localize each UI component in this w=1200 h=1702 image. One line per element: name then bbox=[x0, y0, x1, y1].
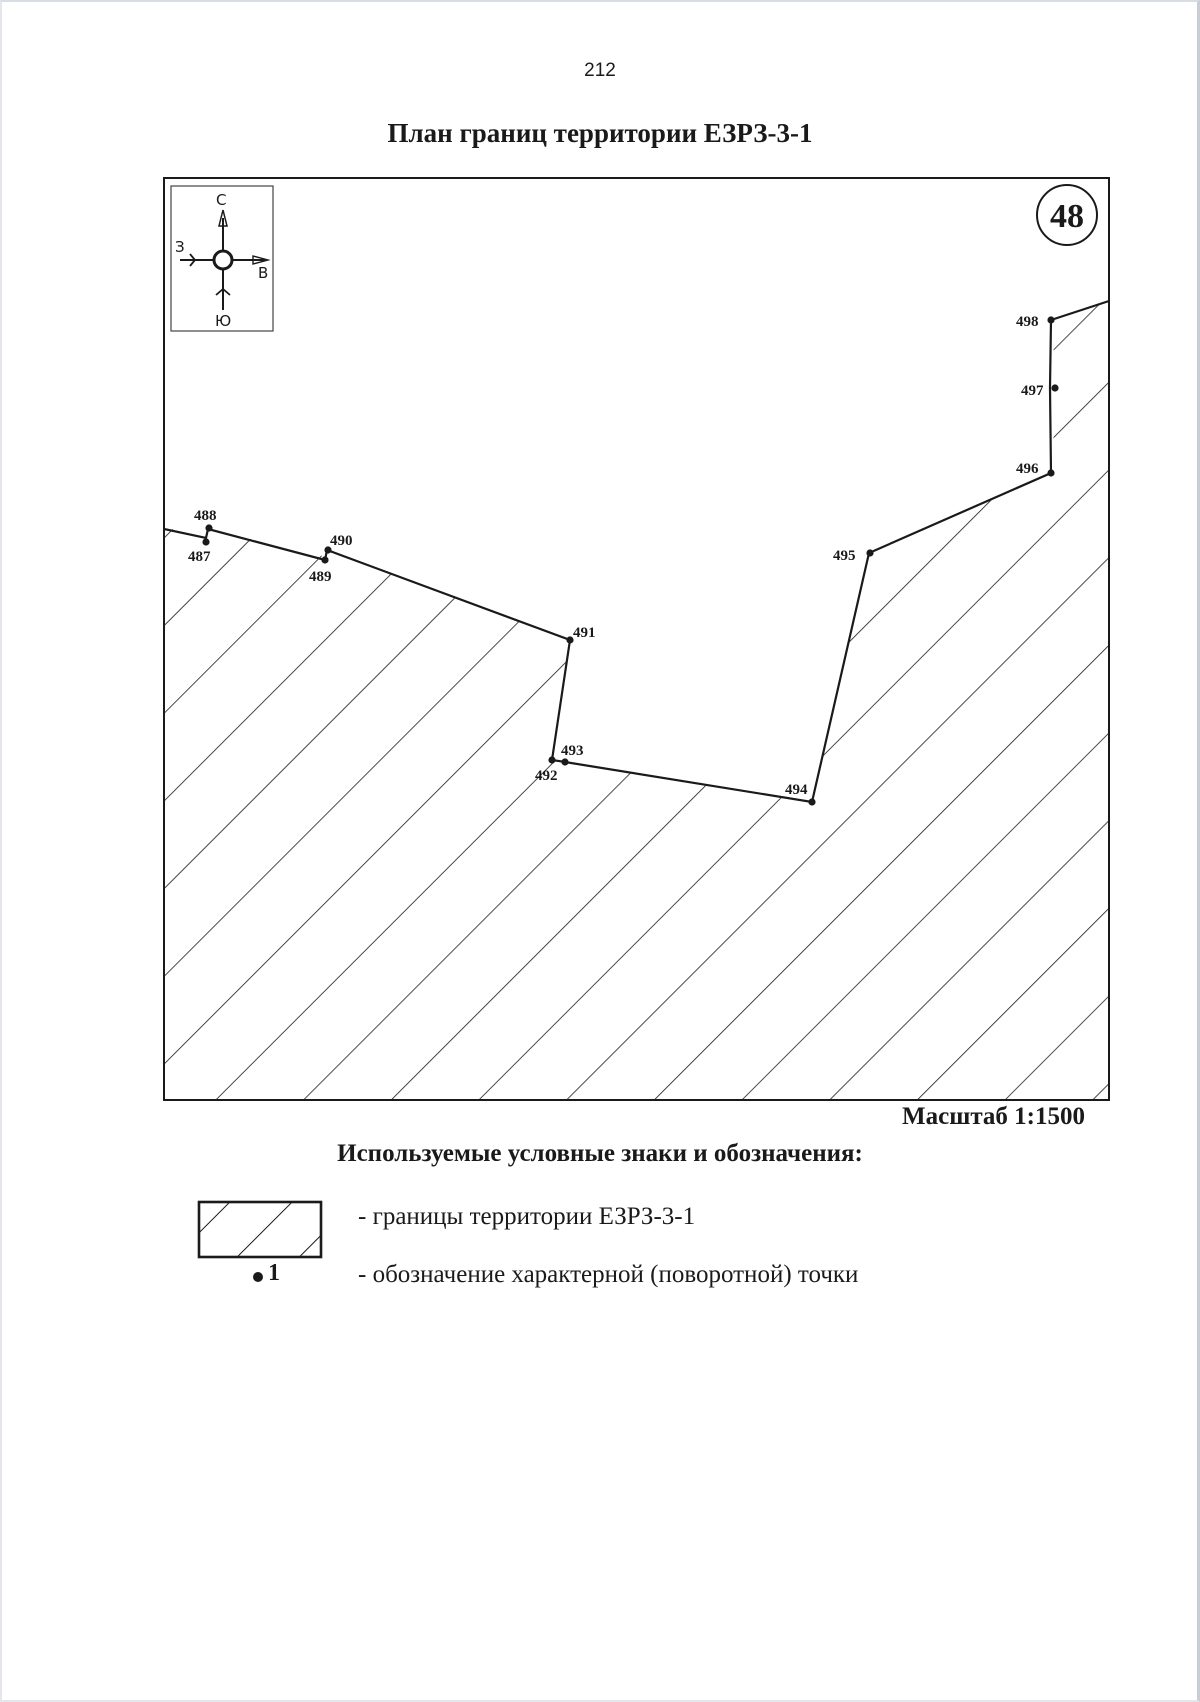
boundary-point-495 bbox=[866, 549, 873, 556]
boundary-point-496 bbox=[1047, 469, 1054, 476]
boundary-point-488 bbox=[205, 524, 212, 531]
boundary-point-label-497: 497 bbox=[1021, 383, 1044, 399]
boundary-point-label-495: 495 bbox=[833, 548, 856, 564]
boundary-point-492 bbox=[548, 756, 555, 763]
boundary-point-497 bbox=[1051, 384, 1058, 391]
boundary-point-label-490: 490 bbox=[330, 533, 353, 549]
compass-south-label: Ю bbox=[215, 312, 232, 330]
boundary-point-493 bbox=[561, 758, 568, 765]
boundary-point-label-496: 496 bbox=[1016, 461, 1039, 477]
boundary-point-494 bbox=[808, 798, 815, 805]
legend-item-territory-text: - границы территории ЕЗРЗ-3-1 bbox=[358, 1203, 696, 1230]
boundary-point-label-491: 491 bbox=[573, 625, 596, 641]
boundary-point-label-492: 492 bbox=[535, 768, 558, 784]
boundary-point-label-489: 489 bbox=[309, 569, 332, 585]
compass-rose bbox=[171, 186, 273, 331]
boundary-point-489 bbox=[321, 556, 328, 563]
compass-east-label: В bbox=[258, 264, 269, 282]
sheet-number: 48 bbox=[1050, 198, 1084, 235]
boundary-point-label-498: 498 bbox=[1016, 314, 1039, 330]
boundary-point-label-487: 487 bbox=[188, 549, 211, 565]
boundary-point-label-494: 494 bbox=[785, 782, 808, 798]
compass-west-label: З bbox=[175, 238, 185, 256]
legend-point-marker bbox=[253, 1272, 263, 1282]
territory-hatching bbox=[164, 301, 1109, 1100]
boundary-point-498 bbox=[1047, 316, 1054, 323]
boundary-point-label-493: 493 bbox=[561, 743, 584, 759]
compass-north-label: С bbox=[216, 191, 227, 209]
legend-heading: Используемые условные знаки и обозначения: bbox=[337, 1140, 863, 1167]
legend-point-number: 1 bbox=[268, 1260, 280, 1286]
page-title: План границ территории ЕЗРЗ-3-1 bbox=[387, 118, 813, 148]
legend-hatched-swatch bbox=[199, 1202, 321, 1257]
map-scale: Масштаб 1:1500 bbox=[902, 1103, 1085, 1130]
legend-item-point-text: - обозначение характерной (поворотной) точки bbox=[358, 1261, 859, 1288]
sheet-number-badge bbox=[1037, 185, 1097, 245]
page-number: 212 bbox=[584, 60, 616, 81]
boundary-point-label-488: 488 bbox=[194, 508, 217, 524]
boundary-point-487 bbox=[202, 538, 209, 545]
